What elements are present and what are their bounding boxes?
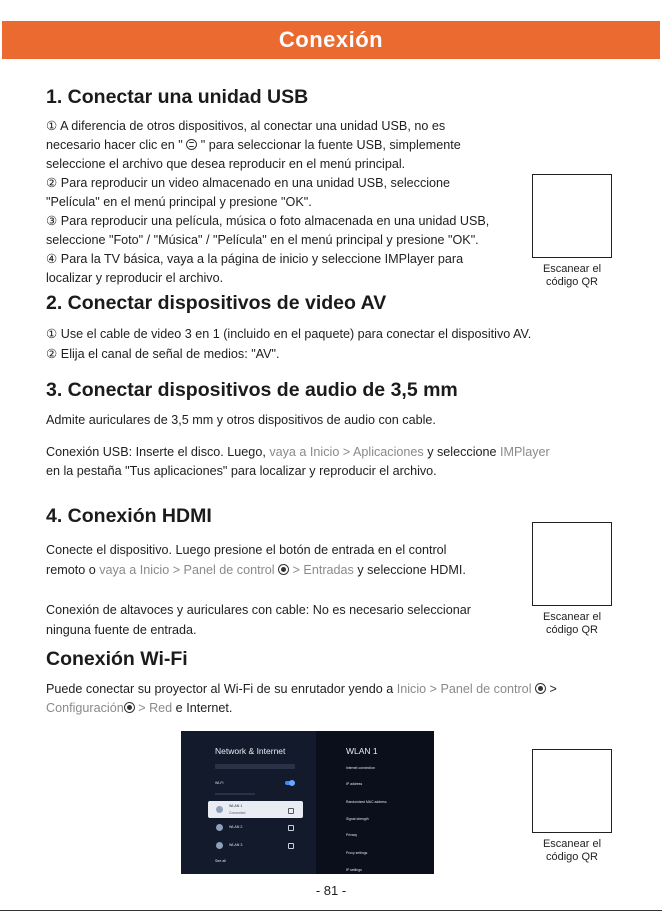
- hdmi-line-2: remoto o vaya a Inicio > Panel de control > Entradas y seleccione HDMI.: [46, 563, 466, 577]
- detail-row: Proxy settings: [346, 851, 368, 855]
- network-name-3: WLAN 3: [229, 843, 243, 847]
- available-networks-header: [215, 793, 255, 795]
- qr-code-2: [532, 522, 612, 606]
- usb-line-2: necesario hacer clic en " " para seleccionar la fuente USB, simplemente: [46, 138, 461, 152]
- screenshot-right-title: WLAN 1: [346, 746, 378, 756]
- footer-rule: [0, 910, 662, 911]
- detail-row: Signal strength: [346, 817, 369, 821]
- screenshot-left-panel: [181, 731, 316, 874]
- lock-icon: [288, 808, 294, 814]
- lock-icon: [288, 825, 294, 831]
- hdmi-line-1: Conecte el dispositivo. Luego presione el botón de entrada en el control: [46, 543, 447, 557]
- usb-line-8: ④ Para la TV básica, vaya a la página de inicio y seleccione IMPlayer para: [46, 252, 464, 266]
- usb-line-6: ③ Para reproducir una película, música o foto almacenada en una unidad USB,: [46, 214, 490, 228]
- detail-row: Randomized MAC address: [346, 800, 387, 804]
- detail-row: IP settings: [346, 868, 362, 872]
- detail-row: IP address: [346, 782, 363, 786]
- qr-label-3: Escanear el código QR: [542, 838, 602, 863]
- detail-row: Privacy: [346, 833, 358, 837]
- audio-line-3: en la pestaña "Tus aplicaciones" para localizar y reproducir el archivo.: [46, 464, 437, 478]
- network-name-1: WLAN 1: [229, 804, 243, 808]
- wifi-icon: [216, 842, 223, 849]
- network-status: Connected: [229, 811, 246, 815]
- section-usb-heading: 1. Conectar una unidad USB: [46, 86, 309, 108]
- info-text-placeholder: [215, 764, 295, 769]
- hdmi-line-4: ninguna fuente de entrada.: [46, 623, 197, 637]
- usb-line-4: ② Para reproducir un video almacenado en una unidad USB, seleccione: [46, 176, 451, 190]
- qr-code-1: [532, 174, 612, 258]
- screenshot-left-title: Network & Internet: [215, 746, 286, 756]
- header-banner: [2, 21, 660, 59]
- section-wifi-heading: Conexión Wi-Fi: [46, 648, 188, 670]
- wifi-toggle: [285, 781, 294, 785]
- qr-label-1: Escanear el código QR: [542, 263, 602, 288]
- usb-line-3: seleccione el archivo que desea reproducir en el menú principal.: [46, 157, 406, 171]
- lock-icon: [288, 843, 294, 849]
- hdmi-line-3: Conexión de altavoces y auriculares con cable: No es necesario seleccionar: [46, 603, 471, 617]
- usb-line-1: ① A diferencia de otros dispositivos, al conectar una unidad USB, no es: [46, 119, 446, 133]
- section-av-heading: 2. Conectar dispositivos de video AV: [46, 292, 387, 314]
- wifi-icon: [216, 806, 223, 813]
- network-settings-screenshot: [181, 731, 434, 874]
- audio-line-1: Admite auriculares de 3,5 mm y otros dispositivos de audio con cable.: [46, 413, 436, 427]
- usb-line-7: seleccione "Foto" / "Música" / "Película" en el menú principal y presione "OK".: [46, 233, 479, 247]
- section-hdmi-heading: 4. Conexión HDMI: [46, 505, 212, 527]
- network-name-2: WLAN 2: [229, 825, 243, 829]
- settings-icon: [535, 683, 546, 694]
- wifi-line-2: Configuración > Red e Internet.: [46, 701, 233, 715]
- source-icon: [186, 139, 197, 150]
- settings-icon: [124, 702, 135, 713]
- qr-label-2: Escanear el código QR: [542, 611, 602, 636]
- see-all-link: See all: [215, 859, 226, 863]
- page-number: - 81 -: [315, 883, 347, 898]
- section-audio-heading: 3. Conectar dispositivos de audio de 3,5 mm: [46, 379, 458, 401]
- screenshot-right-panel: [316, 731, 434, 874]
- av-line-2: ② Elija el canal de señal de medios: "AV".: [46, 347, 280, 361]
- usb-line-5: "Película" en el menú principal y presione "OK".: [46, 195, 312, 209]
- page-title: Conexión: [278, 27, 384, 52]
- wifi-label: Wi-Fi: [215, 781, 224, 785]
- detail-row: Internet connection: [346, 766, 375, 770]
- wifi-line-1: Puede conectar su proyector al Wi-Fi de su enrutador yendo a Inicio > Panel de control >: [46, 682, 557, 696]
- wifi-icon: [216, 824, 223, 831]
- av-line-1: ① Use el cable de video 3 en 1 (incluido en el paquete) para conectar el dispositivo AV.: [46, 327, 532, 341]
- usb-line-9: localizar y reproducir el archivo.: [46, 271, 224, 285]
- settings-icon: [278, 564, 289, 575]
- audio-line-2: Conexión USB: Inserte el disco. Luego, vaya a Inicio > Aplicaciones y seleccione IMPlayer: [46, 445, 550, 459]
- qr-code-3: [532, 749, 612, 833]
